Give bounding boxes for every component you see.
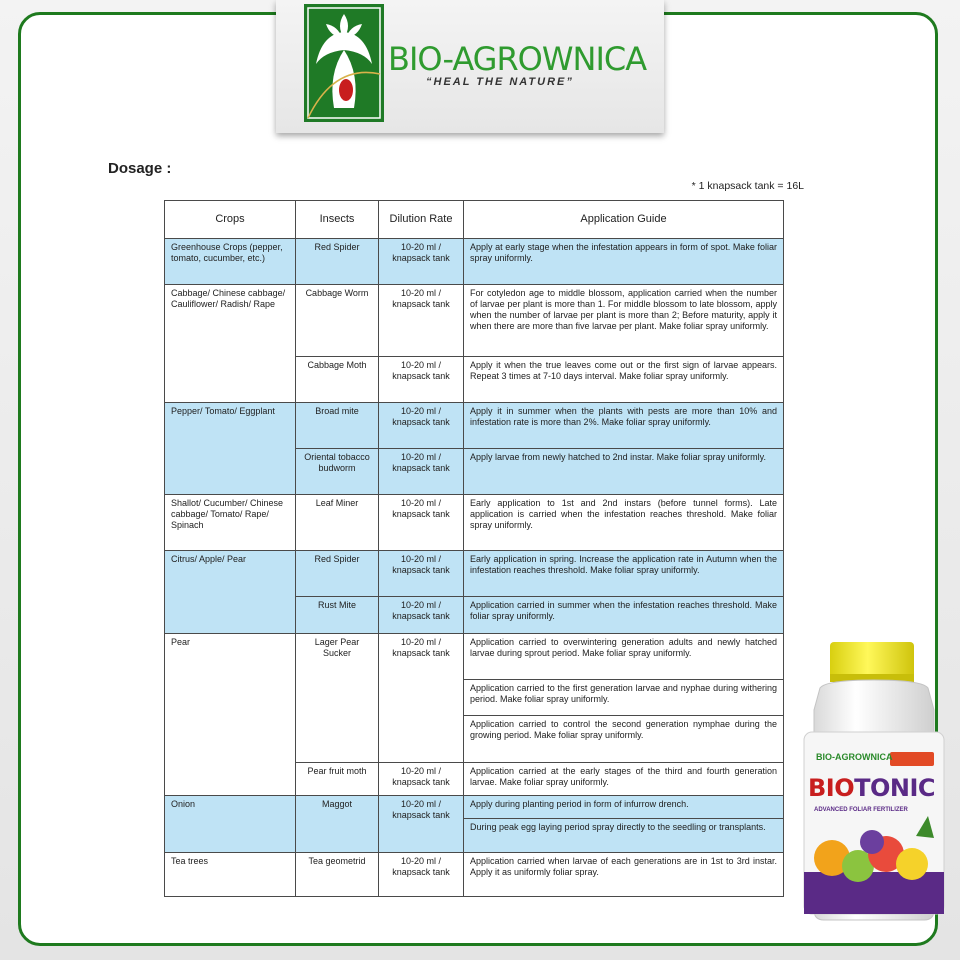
guide-cell: Application carried to the first generation larvae and nyphae during withering period. Make foliar spray uniformly. xyxy=(464,680,784,716)
table-row xyxy=(165,796,784,819)
crop-cell: Cabbage/ Chinese cabbage/ Cauliflower/ Radish/ Rape xyxy=(165,285,296,403)
product-name xyxy=(808,774,935,802)
header-crops: Crops xyxy=(165,201,296,239)
insect-cell: Red Spider xyxy=(296,551,379,597)
guide-cell: Apply larvae from newly hatched to 2nd instar. Make foliar spray uniformly. xyxy=(464,449,784,495)
table-row xyxy=(165,495,784,551)
header-dilution-rate: Dilution Rate xyxy=(379,201,464,239)
insect-cell: Broad mite xyxy=(296,403,379,449)
guide-cell: Early application to 1st and 2nd instars (before tunnel forms). Late application is carried when the infestation reaches threshold. Make foliar spray uniformly. xyxy=(464,495,784,551)
insect-cell: Leaf Miner xyxy=(296,495,379,551)
crop-cell: Shallot/ Cucumber/ Chinese cabbage/ Tomato/ Rape/ Spinach xyxy=(165,495,296,551)
dosage-title: Dosage : xyxy=(108,160,172,177)
insect-cell: Rust Mite xyxy=(296,597,379,634)
table-header-row xyxy=(165,201,784,239)
crop-cell: Onion xyxy=(165,796,296,853)
insect-cell: Lager Pear Sucker xyxy=(296,634,379,763)
product-subtitle: ADVANCED FOLIAR FERTILIZER xyxy=(814,807,908,813)
brand-logo xyxy=(276,0,664,133)
guide-cell: Application carried to control the second generation nymphae during the growing period. Make foliar spray uniformly. xyxy=(464,716,784,763)
rate-cell: 10-20 ml / knapsack tank xyxy=(379,403,464,449)
table-row xyxy=(165,239,784,285)
rate-cell: 10-20 ml / knapsack tank xyxy=(379,285,464,357)
table-row xyxy=(165,853,784,897)
guide-cell: Application carried in summer when the infestation reaches threshold. Make foliar spray uniformly. xyxy=(464,597,784,634)
header-application-guide: Application Guide xyxy=(464,201,784,239)
insect-cell: Red Spider xyxy=(296,239,379,285)
insect-cell: Maggot xyxy=(296,796,379,853)
seedling-emblem-icon xyxy=(304,4,384,122)
insect-cell: Cabbage Moth xyxy=(296,357,379,403)
brand-name: BIO-AGROWNICA xyxy=(388,40,647,78)
insect-cell: Oriental tobacco budworm xyxy=(296,449,379,495)
insect-cell: Cabbage Worm xyxy=(296,285,379,357)
insect-cell: Pear fruit moth xyxy=(296,763,379,796)
rate-cell: 10-20 ml / knapsack tank xyxy=(379,853,464,897)
crop-cell: Citrus/ Apple/ Pear xyxy=(165,551,296,634)
guide-cell: For cotyledon age to middle blossom, application carried when the number of larvae per plant is more than 1. For middle blossom to late blossom, apply when the number of larvae per plant is more than 2; Before maturity, apply it when there are more than five larvae per plant. Make foliar spray uniformly. xyxy=(464,285,784,357)
product-bottle xyxy=(796,640,952,922)
knapsack-note: * 1 knapsack tank = 16L xyxy=(691,180,804,192)
guide-cell: Early application in spring. Increase the application rate in Autumn when the infestation reaches threshold. Make foliar spray uniformly. xyxy=(464,551,784,597)
guide-cell: Application carried to overwintering generation adults and newly hatched larvae during sprout period. Make foliar spray uniformly. xyxy=(464,634,784,680)
guide-cell: Application carried when larvae of each generations are in 1st to 3rd instar. Apply it as uniformly foliar spray. xyxy=(464,853,784,897)
rate-cell: 10-20 ml / knapsack tank xyxy=(379,597,464,634)
dosage-table xyxy=(164,200,784,897)
rate-cell: 10-20 ml / knapsack tank xyxy=(379,634,464,763)
crop-cell: Pepper/ Tomato/ Eggplant xyxy=(165,403,296,495)
insect-cell: Tea geometrid xyxy=(296,853,379,897)
dosage-document xyxy=(106,150,834,921)
guide-cell: Apply it when the true leaves come out or the first sign of larvae appears. Repeat 3 times at 7-10 days interval. Make foliar spray uniformly. xyxy=(464,357,784,403)
table-row xyxy=(165,551,784,597)
rate-cell: 10-20 ml / knapsack tank xyxy=(379,239,464,285)
table-row xyxy=(165,285,784,357)
product-name-part2: TONIC xyxy=(854,774,936,802)
rate-cell: 10-20 ml / knapsack tank xyxy=(379,495,464,551)
guide-cell: During peak egg laying period spray directly to the seedling or transplants. xyxy=(464,819,784,853)
guide-cell: Application carried at the early stages of the third and fourth generation larvae. Make foliar spray uniformly. xyxy=(464,763,784,796)
table-row xyxy=(165,403,784,449)
crop-cell: Pear xyxy=(165,634,296,796)
guide-cell: Apply at early stage when the infestation appears in form of spot. Make foliar spray uniformly. xyxy=(464,239,784,285)
rate-cell: 10-20 ml / knapsack tank xyxy=(379,763,464,796)
brand-tagline: “HEAL THE NATURE” xyxy=(426,76,574,88)
guide-cell: Apply during planting period in form of infurrow drench. xyxy=(464,796,784,819)
guide-cell: Apply it in summer when the plants with pests are more than 10% and infestation rate is more than 2%. Make foliar spray uniformly. xyxy=(464,403,784,449)
table-row xyxy=(165,634,784,680)
rate-cell: 10-20 ml / knapsack tank xyxy=(379,357,464,403)
crop-cell: Tea trees xyxy=(165,853,296,897)
product-name-part1: BIO xyxy=(808,774,855,802)
bottle-brand: BIO-AGROWNICA xyxy=(816,752,893,762)
crop-cell: Greenhouse Crops (pepper, tomato, cucumber, etc.) xyxy=(165,239,296,285)
header-insects: Insects xyxy=(296,201,379,239)
rate-cell: 10-20 ml / knapsack tank xyxy=(379,796,464,853)
rate-cell: 10-20 ml / knapsack tank xyxy=(379,449,464,495)
rate-cell: 10-20 ml / knapsack tank xyxy=(379,551,464,597)
